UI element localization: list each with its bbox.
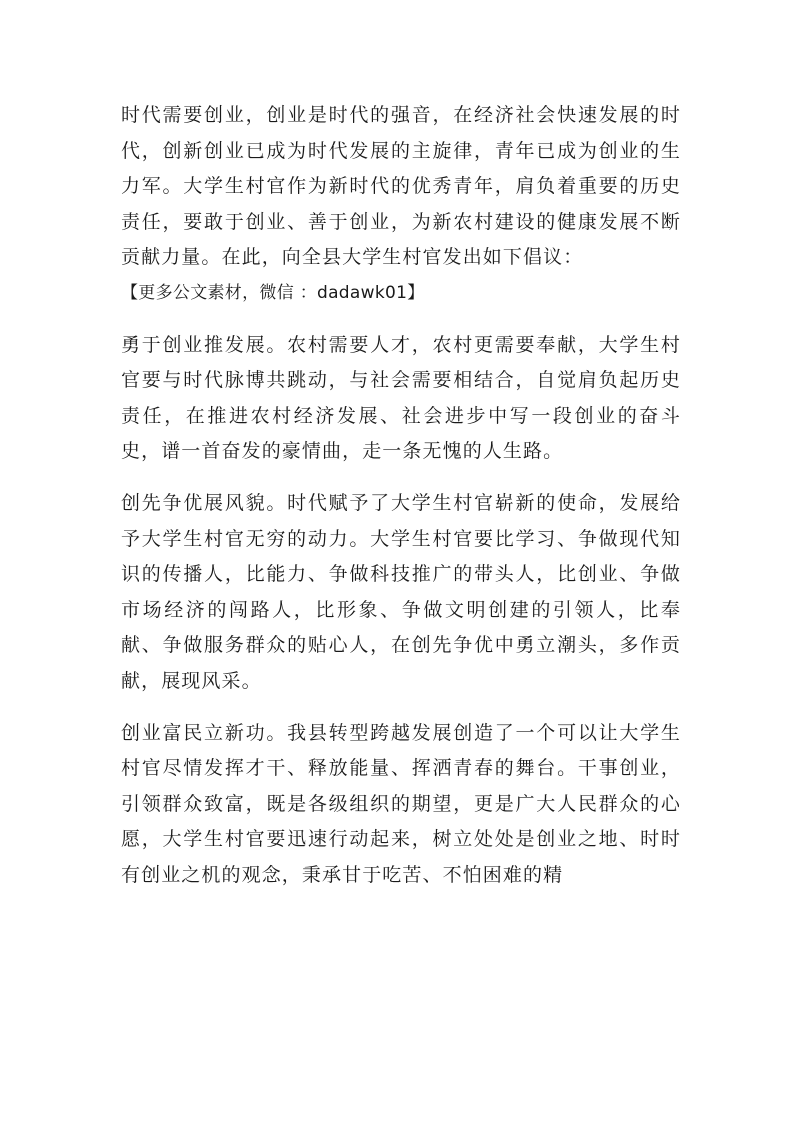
paragraph-innovation — [121, 328, 681, 470]
paragraph-intro-text: 时代需要创业，创业是时代的强音，在经济社会快速发展的时代，创新创业已成为时代发展的主旋律，青年已成为创业的生力军。大学生村官作为新时代的优秀青年，肩负着重要的历史责任，要敢于创业、善于创业，为新农村建设的健康发展不断贡献力量。在此，向全县大学生村官发出如下倡议： — [121, 104, 681, 269]
paragraph-innovation-text: 勇于创业推发展。农村需要人才，农村更需要奉献，大学生村官要与时代脉博共跳动，与社会需要相结合，自觉肩负起历史责任，在推进农村经济发展、社会进步中写一段创业的奋斗史，谱一首奋发的豪情曲，走一条无愧的人生路。 — [121, 333, 681, 463]
paragraph-excellence — [121, 486, 681, 700]
paragraph-prosperity — [121, 716, 681, 894]
paragraph-prosperity-text: 创业富民立新功。我县转型跨越发展创造了一个可以让大学生村官尽情发挥才干、释放能量、挥洒青春的舞台。干事创业，引领群众致富，既是各级组织的期望，更是广大人民群众的心愿，大学生村官要迅速行动起来，树立处处是创业之地、时时有创业之机的观念，秉承甘于吃苦、不怕困难的精 — [121, 721, 681, 886]
document-body — [121, 98, 681, 893]
paragraph-excellence-text: 创先争优展风貌。时代赋予了大学生村官崭新的使命，发展给予大学生村官无穷的动力。大学生村官要比学习、争做现代知识的传播人，比能力、争做科技推广的带头人，比创业、争做市场经济的闯路人，比形象、争做文明创建的引领人，比奉献、争做服务群众的贴心人，在创先争优中勇立潮头，多作贡献，展现风采。 — [121, 491, 681, 692]
paragraph-intro — [121, 98, 681, 312]
promo-note: 【更多公文素材，微信 ：dadawk01】 — [121, 282, 425, 303]
